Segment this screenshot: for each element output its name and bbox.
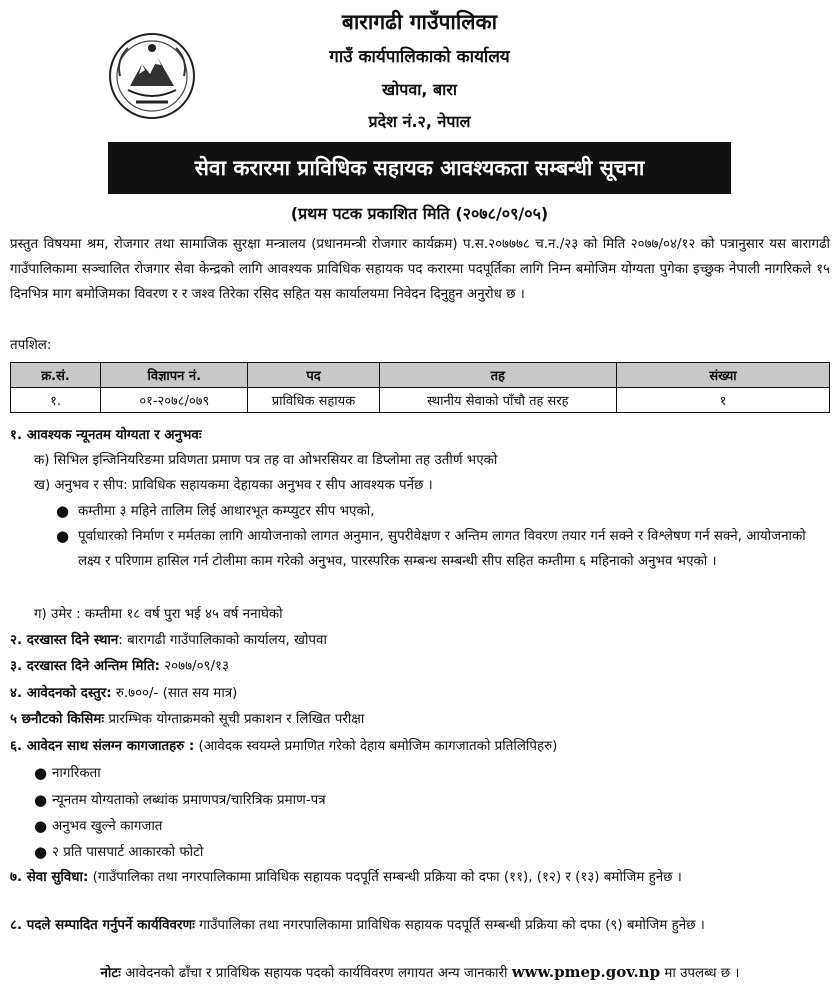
section-8: ८. पदले सम्पादित गर्नुपर्ने कार्यविवरणः गाउँपालिका तथा नगरपालिकामा प्राविधिक सहायक पदपूर्ति सम्बन्धी प्रक्रिया को दफा (९) बमोजिम हुनेछ । [10, 918, 705, 933]
notice-title: सेवा करारमा प्राविधिक सहायक आवश्यकता सम्बन्धी सूचना [194, 156, 645, 180]
province-line: प्रदेश नं.२, नेपाल [368, 112, 471, 131]
office-place: खोपवा, बारा [382, 80, 457, 99]
list-item [56, 524, 828, 574]
col-ad-no: विज्ञापन नं. [101, 363, 248, 388]
list-item [34, 762, 634, 785]
qualification-kha: ख) अनुभव र सीप: प्राविधिक सहायकमा देहायका अनुभव र सीप आवश्यक पर्नेछ । [34, 478, 433, 493]
section-5: ५ छनौटको किसिमः प्रारम्भिक योग्ताक्रमको सूची प्रकाशन र लिखित परीक्षा [10, 712, 365, 727]
bullet-icon: ● [56, 527, 70, 545]
cell-post: प्राविधिक सहायक [248, 388, 379, 413]
skill-computer: कम्तीमा ३ महिने तालिम लिई आधारभूत कम्प्युटर सीप भएको, [78, 504, 375, 519]
org-name: बारागढी गाउँपालिका [341, 10, 498, 34]
notice-title-banner [108, 142, 731, 194]
intro-paragraph: प्रस्तुत विषयमा श्रम, रोजगार तथा सामाजिक सुरक्षा मन्त्रालय (प्रधानमन्त्री रोजगार कार्यक्रम) प.स.२०७७७८ च.न./२३ को मिति २०७७/०४/१२ को पत्रानुसार यस बारागढी गाउँपालिकामा सञ्चालित रोजगार सेवा केन्द्रको लागि आवश्यक प्राविधिक सहायक पद करारमा पदपूर्तिका लागि निम्न बमोजिम योग्यता पुगेका इच्छुक नेपाली नागरिकले १५ दिनभित्र माग बमोजिमका विवरण र र जश्व तिरेका रसिद सहित यस कार्यालयमा निवेदन दिनुहुन अनुरोध छ । [10, 237, 830, 302]
list-item [56, 499, 828, 524]
doc-citizenship: नागरिकता [52, 766, 101, 781]
col-sn: क्र.सं. [11, 363, 101, 388]
published-date: (प्रथम पटक प्रकाशित मिति (२०७८/०९/०५) [290, 204, 549, 223]
bullet-icon: ● [34, 764, 48, 782]
cell-ad-no: ०१-२०७८/०७९ [101, 388, 248, 413]
section-1-title: १. आवश्यक न्यूनतम योग्यता र अनुभवः [10, 428, 202, 443]
cell-count: १ [617, 388, 830, 413]
qualification-ga: ग) उमेर : कम्तीमा १८ वर्ष पुरा भई ४५ वर्ष ननाघेको [34, 607, 283, 622]
cell-sn: १. [11, 388, 101, 413]
vacancy-table [10, 362, 830, 413]
list-item [34, 841, 634, 864]
doc-certificates: न्यूनतम योग्यताको लब्धांक प्रमाणपत्र/चारित्रिक प्रमाण-पत्र [52, 793, 326, 808]
section-6: ६. आवेदन साथ संलग्न कागजातहरु : (आवेदक स्वयम्ले प्रमाणित गरेको देहाय बमोजिम कागजातको प्रतिलिपिहरु) [10, 739, 558, 754]
bullet-icon: ● [34, 791, 48, 809]
details-label: तपशिल: [10, 338, 52, 353]
section-4: ४. आवेदनको दस्तुर: रु.७००/- (सात सय मात्र) [10, 686, 238, 701]
table-row [11, 388, 830, 413]
website-link[interactable]: www.pmep.gov.np [511, 963, 661, 981]
doc-experience: अनुभव खुल्ने कागजात [52, 819, 163, 834]
list-item [34, 815, 634, 838]
col-post: पद [248, 363, 379, 388]
section-7: ७. सेवा सुविधा: (गाउँपालिका तथा नगरपालिकामा प्राविधिक सहायक पदपूर्ति सम्बन्धी प्रक्रिया को दफा (११), (१२) र (१३) बमोजिम हुनेछ । [10, 870, 682, 885]
bullet-icon: ● [34, 817, 48, 835]
footer-note: नोटः आवेदनको ढाँचा र प्राविधिक सहायक पदको कार्यविवरण लगायत अन्य जानकारी www.pmep.gov.np मा उपलब्ध छ । [100, 963, 740, 981]
office-name: गाउँ कार्यपालिकाको कार्यालय [329, 47, 510, 67]
qualification-ka: क) सिभिल इन्जिनियरिङमा प्रविणता प्रमाण पत्र तह वा ओभरसियर वा डिप्लोमा तह उतीर्ण भएको [34, 453, 498, 468]
skill-infrastructure: पूर्वाधारको निर्माण र मर्मतका लागि आयोजनाको लागत अनुमान, सुपरीवेक्षण र अन्तिम लागत विवरण तयार गर्न सक्ने र विश्लेषण गर्न सक्ने, आयोजनाको लक्ष्य र परिणाम हासिल गर्न टोलीमा काम गरेको अनुभव, पारस्परिक सम्बन्ध सम्बन्धी सीप सहित कम्तीमा ६ महिनाको अनुभव भएको । [78, 529, 806, 569]
list-item [34, 789, 634, 812]
doc-photo: २ प्रति पासपार्ट आकारको फोटो [52, 845, 204, 860]
bullet-icon: ● [56, 502, 70, 520]
col-level: तह [379, 363, 617, 388]
section-3: ३. दरखास्त दिने अन्तिम मिति: २०७७/०९/१३ [10, 659, 229, 674]
bullet-icon: ● [34, 843, 48, 861]
table-header-row [11, 363, 830, 388]
cell-level: स्थानीय सेवाको पाँचौ तह सरह [379, 388, 617, 413]
col-count: संख्या [617, 363, 830, 388]
section-2: २. दरखास्त दिने स्थान: बारागढी गाउँपालिकाको कार्यालय, खोपवा [10, 633, 327, 648]
